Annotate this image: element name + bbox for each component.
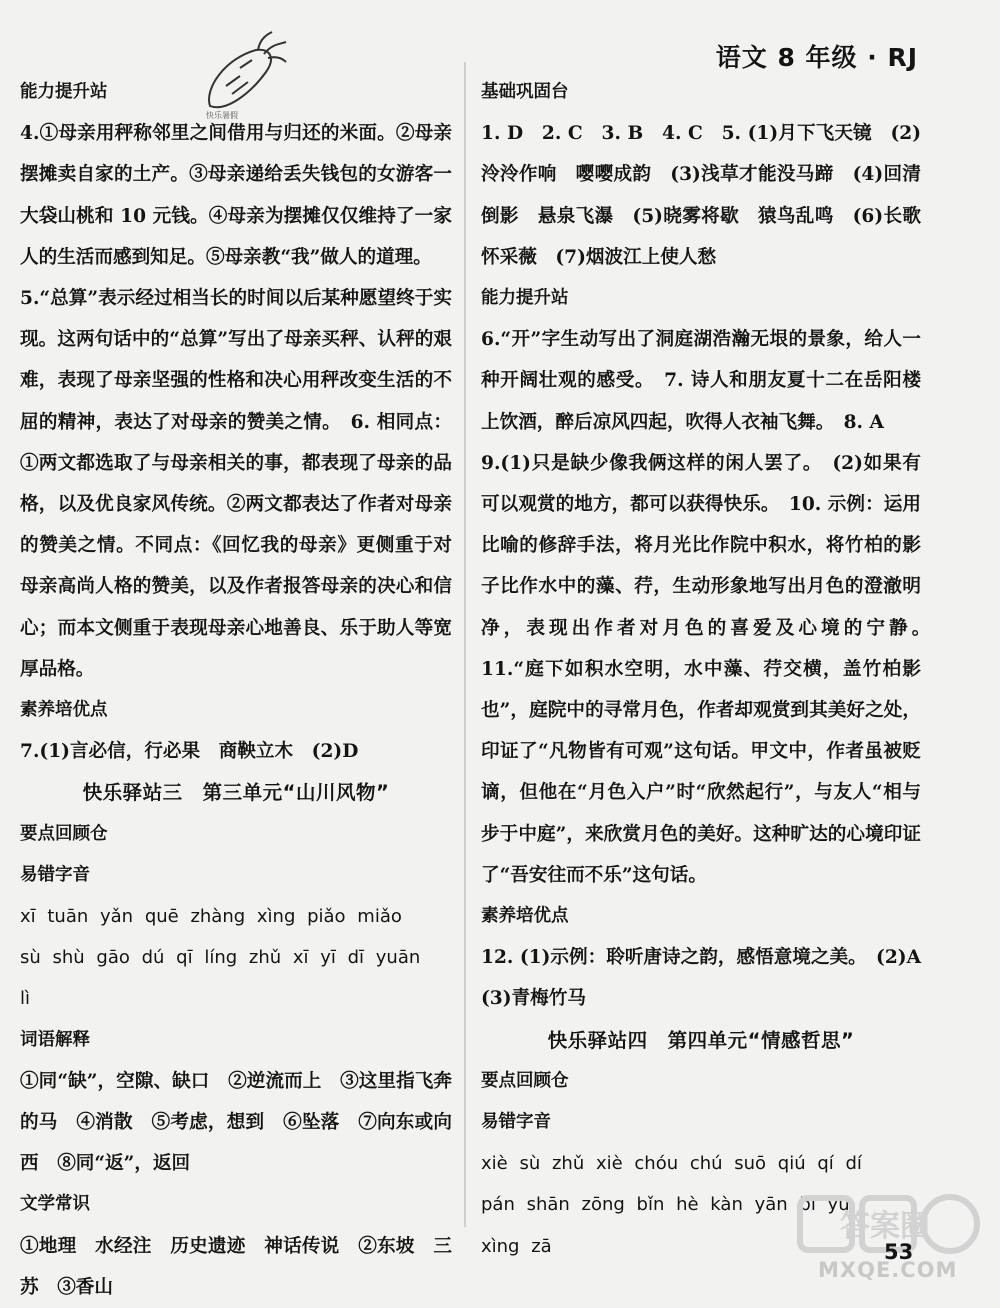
section-heading-literature: 文学常识 <box>20 1194 90 1215</box>
section-heading-review: 要点回顾仓 <box>20 823 108 844</box>
section-heading-ability-right: 能力提升站 <box>481 288 569 309</box>
vocab-answers: ①同“缺”，空隙、缺口 ②逆流而上 ③这里指飞奔的马 ④消散 ⑤考虑，想到 ⑥坠落 ⑦向东或向西 ⑧同“返”，返回 <box>20 1070 452 1175</box>
pinyin-line-3-right: xìng zā <box>481 1235 552 1257</box>
literature-answers: ①地理 水经注 历史遗迹 神话传说 ②东坡 三苏 ③香山 <box>20 1235 452 1298</box>
answer-4: 4.①母亲用秤称邻里之间借用与归还的米面。②母亲摆摊卖自家的土产。③母亲递给丢失钱包的女游客一大袋山桃和 10 元钱。④母亲为摆摊仅仅维持了一家人的生活而感到知足。⑤母亲教“我”做人的道理。 <box>20 123 452 268</box>
page-header-subject: 语文 8 年级 · RJ <box>715 43 918 72</box>
unit-4-title: 快乐驿站四 第四单元“情感哲思” <box>547 1028 855 1052</box>
pinyin-line-2: sù shù gāo dú qī líng zhǔ xī yī dī yuān <box>20 947 421 969</box>
unit-3-title: 快乐驿站三 第三单元“山川风物” <box>82 781 390 805</box>
pinyin-line-3: lì <box>20 988 31 1010</box>
answer-5-6: 5.“总算”表示经过相当长的时间以后某种愿望终于实现。这两句话中的“总算”写出了母亲买秤、认秤的艰难，表现了母亲坚强的性格和决心用秤改变生活的不屈的精神，表达了对母亲的赞美之情。 6. 相同点：①两文都选取了与母亲相关的事，都表现了母亲的品格，以及优良家风传统。②两文都表达了作者对母亲的赞美之情。不同点：《回忆我的母亲》更侧重于对母亲高尚人格的赞美，以及作者报答母亲的决心和信心；而本文侧重于表现母亲心地善良、乐于助人等宽厚品格。 <box>20 288 452 680</box>
section-heading-ability: 能力提升站 <box>20 82 108 102</box>
right-column <box>481 72 940 1267</box>
column-divider <box>464 62 466 1227</box>
answer-7: 7.(1)言必信，行必果 商鞅立木 (2)D <box>20 741 359 763</box>
section-heading-quality: 素养培优点 <box>20 700 108 721</box>
section-heading-quality-right: 素养培优点 <box>481 906 569 927</box>
section-heading-pronunciation: 易错字音 <box>20 864 90 885</box>
answer-6-8: 6.“开”字生动写出了洞庭湖浩瀚无垠的景象，给人一种开阔壮观的感受。 7. 诗人和朋友夏十二在岳阳楼上饮酒，醉后凉风四起，吹得人衣袖飞舞。 8. A <box>481 329 921 433</box>
logo-caption: 快乐暑假 <box>206 111 238 120</box>
section-heading-pronunciation-right: 易错字音 <box>481 1112 551 1133</box>
answer-1-5: 1. D 2. C 3. B 4. C 5. (1)月下飞天镜 (2)泠泠作响 嘤嘤成韵 (3)浅草才能没马蹄 (4)回清倒影 悬泉飞瀑 (5)晓雾将歇 猿鸟乱鸣 (6)长歌怀采薇 (7)烟波江上使人愁 <box>481 123 921 268</box>
section-heading-basic: 基础巩固台 <box>481 82 569 102</box>
section-heading-review-right: 要点回顾仓 <box>481 1070 569 1091</box>
page-number: 53 <box>884 1240 914 1264</box>
watermark-label: 答案圈 <box>840 1209 930 1244</box>
watermark-text: MXQE.COM <box>818 1258 958 1282</box>
left-column <box>20 72 452 1308</box>
answer-9-11: 9.(1)只是缺少像我俩这样的闲人罢了。 (2)如果有可以观赏的地方，都可以获得快乐。 10. 示例：运用比喻的修辞手法，将月光比作院中积水，将竹柏的影子比作水中的藻、荇，生动形象地写出月色的澄澈明净，表现出作者对月色的喜爱及心境的宁静。 11.“庭下如积水空明，水中藻、荇交横，盖竹柏影也”，庭院中的寻常月色，作者却观赏到其美好之处，印证了“凡物皆有可观”这句话。甲文中，作者虽被贬谪，但他在“月色入户”时“欣然起行”，与友人“相与步于中庭”，来欣赏月色的美好。这种旷达的心境印证了“吾安往而不乐”这句话。 <box>481 452 940 886</box>
pinyin-line-1: xī tuān yǎn quē zhàng xìng piǎo miǎo <box>20 906 402 928</box>
section-heading-vocab: 词语解释 <box>20 1029 90 1050</box>
answer-12: 12. (1)示例：聆听唐诗之韵，感悟意境之美。 (2)A (3)青梅竹马 <box>481 947 940 1010</box>
pinyin-line-2-right: pán shān zōng bǐn hè kàn yān bì yú <box>481 1194 850 1216</box>
pinyin-line-1-right: xiè sù zhǔ xiè chóu chú suō qiú qí dí <box>481 1153 862 1175</box>
